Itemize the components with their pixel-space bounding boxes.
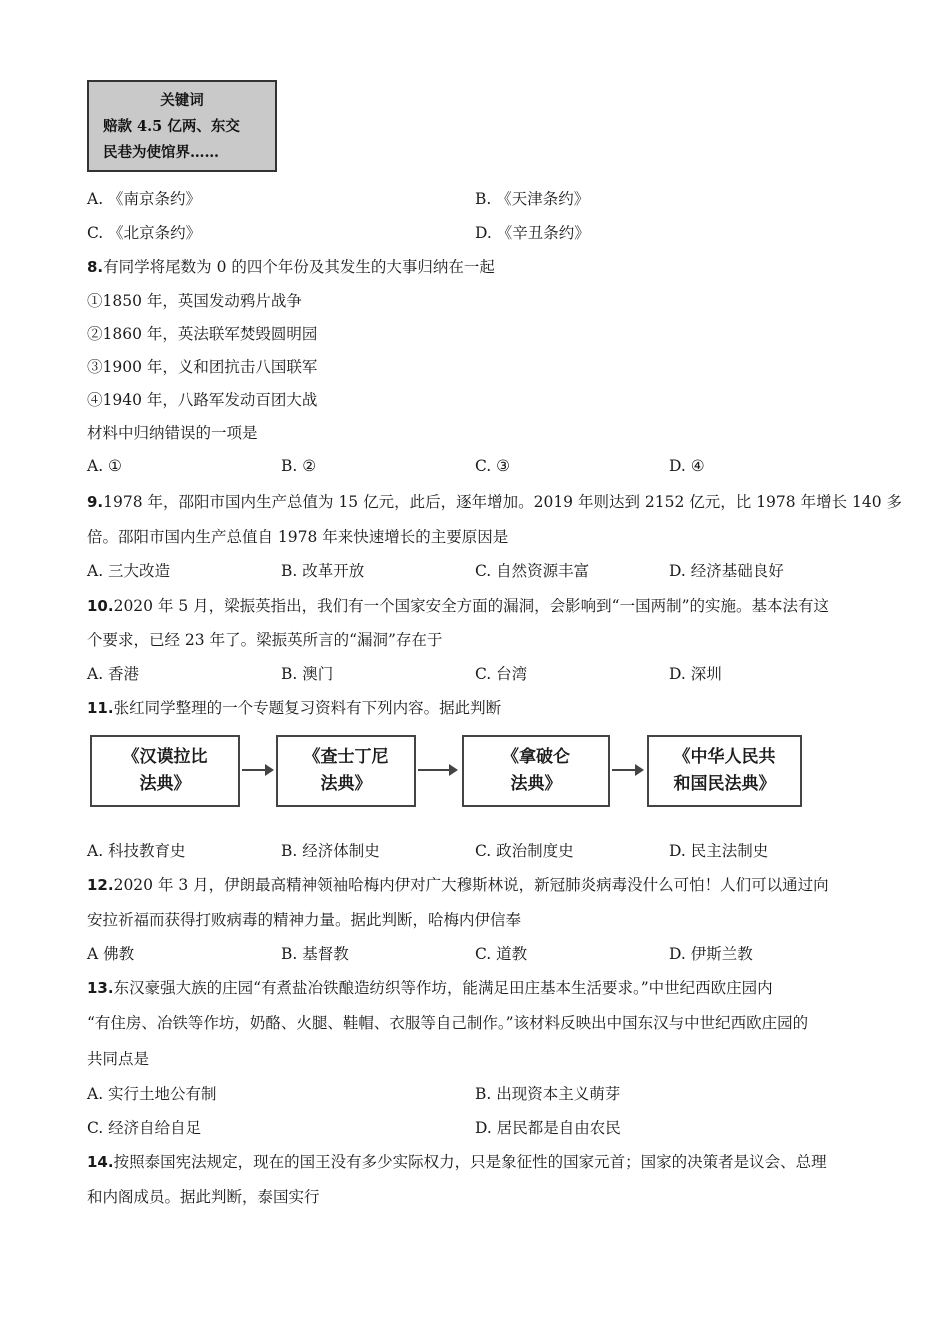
flow-box-line: 《拿破仑 xyxy=(502,747,570,767)
flow-box-line: 法典》 xyxy=(320,774,372,794)
question-number: 14. xyxy=(87,1153,114,1171)
q13-stem-cont: “有住房、冶铁等作坊，奶酪、火腿、鞋帽、衣服等自己制作。”该材料反映出中国东汉与中世纪西欧庄园的 xyxy=(87,1014,809,1032)
q11-option-c[interactable]: C. 政治制度史 xyxy=(475,842,574,860)
arrow-right-icon xyxy=(418,769,456,771)
question-text: 2020 年 3 月，伊朗最高精神领袖哈梅内伊对广大穆斯林说，新冠肺炎病毒没什么可怕！人们可以通过向 xyxy=(113,876,829,894)
q8-stem xyxy=(87,256,495,278)
q11-option-d[interactable]: D. 民主法制史 xyxy=(669,842,769,860)
q11-stem xyxy=(87,697,501,719)
q10-option-a[interactable]: A. 香港 xyxy=(87,665,140,683)
q13-option-a[interactable]: A. 实行土地公有制 xyxy=(87,1085,217,1103)
q7-option-d[interactable]: D. 《辛丑条约》 xyxy=(475,224,590,242)
flow-box-hammurabi xyxy=(90,735,240,807)
flow-box-napoleon xyxy=(462,735,610,807)
q13-option-b[interactable]: B. 出现资本主义萌芽 xyxy=(475,1085,621,1103)
q11-option-a[interactable]: A. 科技教育史 xyxy=(87,842,186,860)
question-number: 10. xyxy=(87,597,114,615)
question-number: 11. xyxy=(87,699,114,717)
arrow-right-icon xyxy=(612,769,642,771)
q13-stem xyxy=(87,977,773,999)
keyword-box-line: 民巷为使馆界…… xyxy=(103,144,219,161)
q8-question: 材料中归纳错误的一项是 xyxy=(87,424,258,442)
q9-option-a[interactable]: A. 三大改造 xyxy=(87,562,171,580)
q8-item: ①1850 年，英国发动鸦片战争 xyxy=(87,292,302,310)
flow-box-justinian xyxy=(276,735,416,807)
question-number: 13. xyxy=(87,979,114,997)
flow-box-civil-code xyxy=(647,735,802,807)
q8-option-a[interactable]: A. ① xyxy=(87,457,122,475)
q13-option-d[interactable]: D. 居民都是自由农民 xyxy=(475,1119,621,1137)
flow-box-line: 《中华人民共 xyxy=(673,747,776,767)
q7-option-a[interactable]: A. 《南京条约》 xyxy=(87,190,202,208)
flow-box-line: 《汉谟拉比 xyxy=(122,747,208,767)
q13-stem-cont: 共同点是 xyxy=(87,1050,150,1068)
q9-option-b[interactable]: B. 改革开放 xyxy=(281,562,365,580)
q8-item: ②1860 年，英法联军焚毁圆明园 xyxy=(87,325,318,343)
q7-option-c[interactable]: C. 《北京条约》 xyxy=(87,224,202,242)
q10-option-d[interactable]: D. 深圳 xyxy=(669,665,722,683)
q12-stem-cont: 安拉祈福而获得打败病毒的精神力量。据此判断，哈梅内伊信奉 xyxy=(87,911,522,929)
flow-box-line: 和国民法典》 xyxy=(673,774,776,794)
q14-stem-cont: 和内阁成员。据此判断，泰国实行 xyxy=(87,1188,320,1206)
q8-item: ④1940 年，八路军发动百团大战 xyxy=(87,391,318,409)
q14-stem xyxy=(87,1151,827,1173)
keyword-box xyxy=(87,80,277,172)
q12-option-a[interactable]: A 佛教 xyxy=(87,945,135,963)
question-text: 按照泰国宪法规定，现在的国王没有多少实际权力，只是象征性的国家元首；国家的决策者是议会、总理 xyxy=(113,1153,827,1171)
question-text: 张红同学整理的一个专题复习资料有下列内容。据此判断 xyxy=(113,699,502,717)
q8-option-d[interactable]: D. ④ xyxy=(669,457,705,475)
flow-box-line: 《查士丁尼 xyxy=(303,747,389,767)
question-text: 有同学将尾数为 0 的四个年份及其发生的大事归纳在一起 xyxy=(103,258,495,276)
q10-stem xyxy=(87,595,829,617)
q11-option-b[interactable]: B. 经济体制史 xyxy=(281,842,380,860)
keyword-box-title: 关键词 xyxy=(160,92,204,109)
question-number: 8. xyxy=(87,258,104,276)
q12-option-c[interactable]: C. 道教 xyxy=(475,945,528,963)
q13-option-c[interactable]: C. 经济自给自足 xyxy=(87,1119,202,1137)
arrow-right-icon xyxy=(242,769,272,771)
q10-option-c[interactable]: C. 台湾 xyxy=(475,665,528,683)
q10-option-b[interactable]: B. 澳门 xyxy=(281,665,334,683)
q9-option-d[interactable]: D. 经济基础良好 xyxy=(669,562,784,580)
question-text: 东汉豪强大族的庄园“有煮盐冶铁酿造纺织等作坊，能满足田庄基本生活要求。”中世纪西欧庄园内 xyxy=(113,979,773,997)
q8-option-c[interactable]: C. ③ xyxy=(475,457,511,475)
q7-option-b[interactable]: B. 《天津条约》 xyxy=(475,190,590,208)
q9-option-c[interactable]: C. 自然资源丰富 xyxy=(475,562,590,580)
q10-stem-cont: 个要求，已经 23 年了。梁振英所言的“漏洞”存在于 xyxy=(87,631,443,649)
question-number: 12. xyxy=(87,876,114,894)
flow-box-line: 法典》 xyxy=(510,774,562,794)
q9-stem xyxy=(87,491,902,513)
q8-option-b[interactable]: B. ② xyxy=(281,457,317,475)
flow-box-line: 法典》 xyxy=(139,774,191,794)
question-text: 2020 年 5 月，梁振英指出，我们有一个国家安全方面的漏洞，会影响到“一国两制”的实施。基本法有这 xyxy=(113,597,830,615)
question-text: 1978 年，邵阳市国内生产总值为 15 亿元，此后，逐年增加。2019 年则达到 2152 亿元，比 1978 年增长 140 多 xyxy=(103,493,903,511)
q12-option-b[interactable]: B. 基督教 xyxy=(281,945,349,963)
q12-option-d[interactable]: D. 伊斯兰教 xyxy=(669,945,753,963)
question-number: 9. xyxy=(87,493,104,511)
q8-item: ③1900 年，义和团抗击八国联军 xyxy=(87,358,318,376)
q12-stem xyxy=(87,874,829,896)
keyword-box-line: 赔款 4.5 亿两、东交 xyxy=(103,118,240,135)
q9-stem-cont: 倍。邵阳市国内生产总值自 1978 年来快速增长的主要原因是 xyxy=(87,528,509,546)
